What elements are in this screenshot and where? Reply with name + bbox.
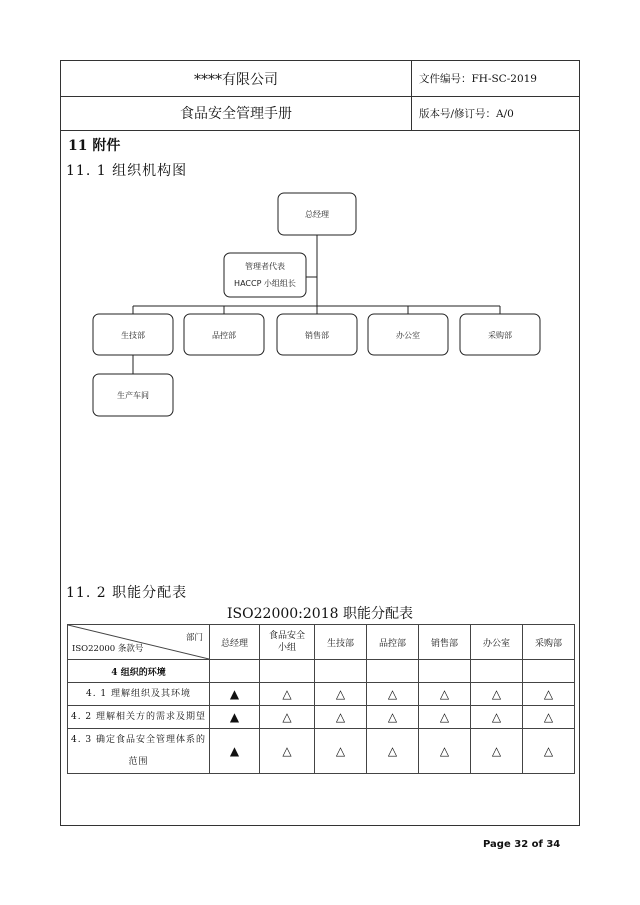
column-header-sales-dept: 销售部 <box>419 625 471 660</box>
responsibility-mark: △ <box>367 683 419 706</box>
org-node-management-rep <box>224 253 306 297</box>
column-header-office: 办公室 <box>471 625 523 660</box>
function-allocation-table <box>67 624 575 774</box>
table-row <box>68 729 575 774</box>
section-title-org-chart: 11. 1 组织机构图 <box>66 163 188 179</box>
responsibility-mark: △ <box>419 706 471 729</box>
manual-title: 食品安全管理手册 <box>180 106 292 122</box>
responsibility-mark: △ <box>523 729 575 774</box>
responsibility-mark: △ <box>260 683 315 706</box>
responsibility-mark: ▲ <box>210 683 260 706</box>
table-corner-cell <box>68 625 210 660</box>
org-label-production-workshop: 生产车间 <box>117 391 149 400</box>
column-header-qc-dept: 品控部 <box>367 625 419 660</box>
responsibility-mark: △ <box>523 683 575 706</box>
responsibility-mark: △ <box>419 729 471 774</box>
org-label-dept-5: 采购部 <box>488 331 512 340</box>
org-label-rep-line2: HACCP 小组组长 <box>234 279 296 288</box>
responsibility-mark: △ <box>367 706 419 729</box>
org-label-dept-4: 办公室 <box>396 331 420 340</box>
clause-label: 4. 3 确定食品安全管理体系的范围 <box>68 729 210 774</box>
responsibility-mark: △ <box>315 706 367 729</box>
responsibility-mark: △ <box>471 683 523 706</box>
table-row <box>68 706 575 729</box>
table-row <box>68 683 575 706</box>
section-label: 4 组织的环境 <box>68 660 210 683</box>
responsibility-mark: △ <box>471 706 523 729</box>
section-title-function-table: 11. 2 职能分配表 <box>66 585 188 601</box>
table-title: ISO22000:2018 职能分配表 <box>227 606 413 622</box>
responsibility-mark: △ <box>419 683 471 706</box>
responsibility-mark: △ <box>367 729 419 774</box>
responsibility-mark: △ <box>471 729 523 774</box>
org-label-general-manager: 总经理 <box>305 210 329 219</box>
table-cell <box>210 660 260 683</box>
page-number: Page 32 of 34 <box>483 839 561 850</box>
org-label-rep-line1: 管理者代表 <box>245 262 285 271</box>
table-section-row <box>68 660 575 683</box>
responsibility-mark: △ <box>315 683 367 706</box>
table-cell <box>315 660 367 683</box>
table-cell <box>523 660 575 683</box>
table-header-row <box>68 625 575 660</box>
responsibility-mark: △ <box>260 706 315 729</box>
org-label-dept-3: 销售部 <box>305 331 329 340</box>
company-name: ****有限公司 <box>194 71 278 88</box>
responsibility-mark: △ <box>260 729 315 774</box>
document-code: 文件编号：FH-SC-2019 <box>419 73 537 85</box>
clause-label: 4. 1 理解组织及其环境 <box>68 683 210 706</box>
column-header-tech-dept: 生技部 <box>315 625 367 660</box>
corner-dept-label: 部门 <box>185 633 203 643</box>
corner-clause-label: ISO22000 条款号 <box>72 644 144 654</box>
table-cell <box>260 660 315 683</box>
responsibility-mark: ▲ <box>210 706 260 729</box>
column-header-purchasing-dept: 采购部 <box>523 625 575 660</box>
column-header-general-manager: 总经理 <box>210 625 260 660</box>
table-cell <box>367 660 419 683</box>
column-header-food-safety-team: 食品安全小组 <box>260 625 315 660</box>
clause-label: 4. 2 理解相关方的需求及期望 <box>68 706 210 729</box>
org-label-dept-2: 品控部 <box>212 331 236 340</box>
responsibility-mark: △ <box>523 706 575 729</box>
responsibility-mark: ▲ <box>210 729 260 774</box>
org-label-dept-1: 生技部 <box>121 331 145 340</box>
table-cell <box>419 660 471 683</box>
table-cell <box>471 660 523 683</box>
responsibility-mark: △ <box>315 729 367 774</box>
section-title-appendix: 11 附件 <box>68 138 121 154</box>
version-number: 版本号/修订号：A/0 <box>419 107 514 120</box>
